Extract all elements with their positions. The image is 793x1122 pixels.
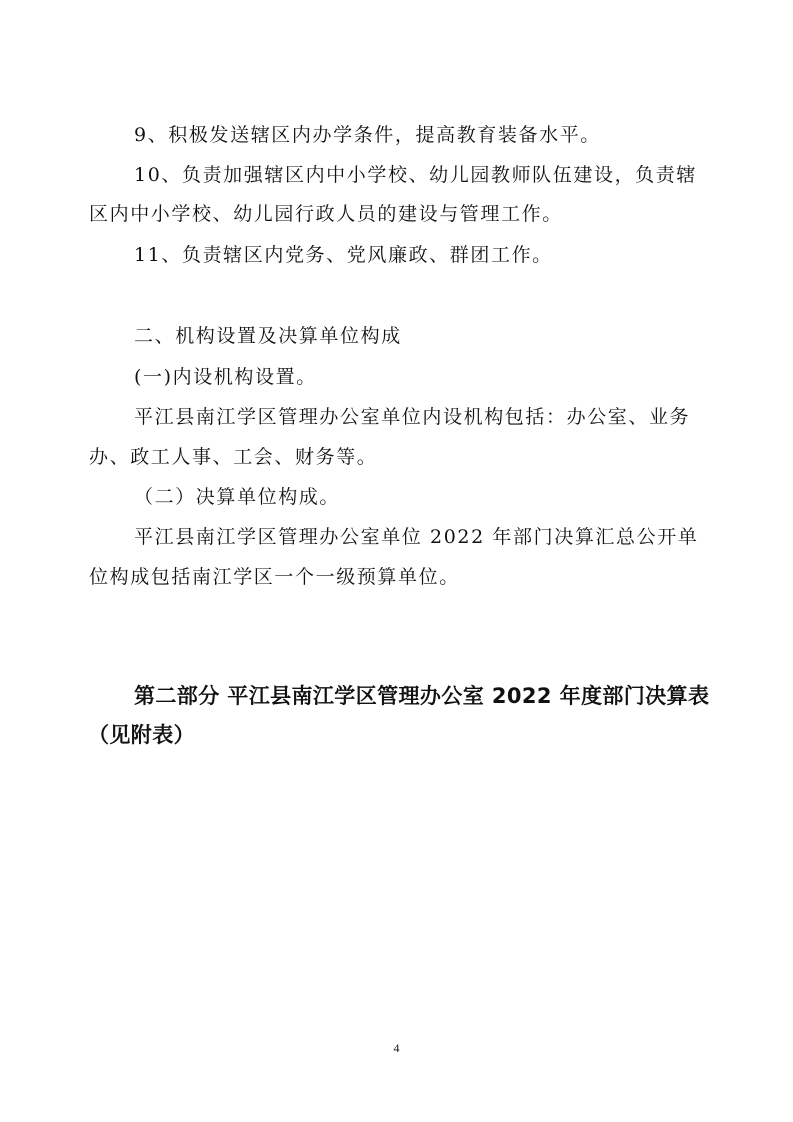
- page-number: 4: [393, 1041, 400, 1055]
- subsection-2-title: （二）决算单位构成。: [134, 486, 341, 508]
- paragraph-item-10-line-2: 区内中小学校、幼儿园行政人员的建设与管理工作。: [89, 203, 563, 225]
- part-2-heading-line-1: 第二部分 平江县南江学区管理办公室 2022 年度部门决算表: [134, 684, 710, 708]
- section-2-title: 二、机构设置及决算单位构成: [134, 325, 402, 347]
- paragraph-item-11: 11、负责辖区内党务、党风廉政、群团工作。: [134, 244, 553, 266]
- subsection-2-body-line-2: 位构成包括南江学区一个一级预算单位。: [89, 566, 460, 588]
- subsection-1-title: (一)内设机构设置。: [134, 366, 317, 388]
- subsection-1-body-line-2: 办、政工人事、工会、财务等。: [89, 446, 378, 468]
- paragraph-item-10-line-1: 10、负责加强辖区内中小学校、幼儿园教师队伍建设，负责辖: [134, 164, 697, 186]
- part-2-heading-line-2: （见附表）: [88, 723, 195, 747]
- paragraph-item-9: 9、积极发送辖区内办学条件，提高教育装备水平。: [134, 124, 601, 146]
- subsection-2-body-line-1: 平江县南江学区管理办公室单位 2022 年部门决算汇总公开单: [134, 526, 699, 548]
- subsection-1-body-line-1: 平江县南江学区管理办公室单位内设机构包括：办公室、业务: [134, 406, 691, 428]
